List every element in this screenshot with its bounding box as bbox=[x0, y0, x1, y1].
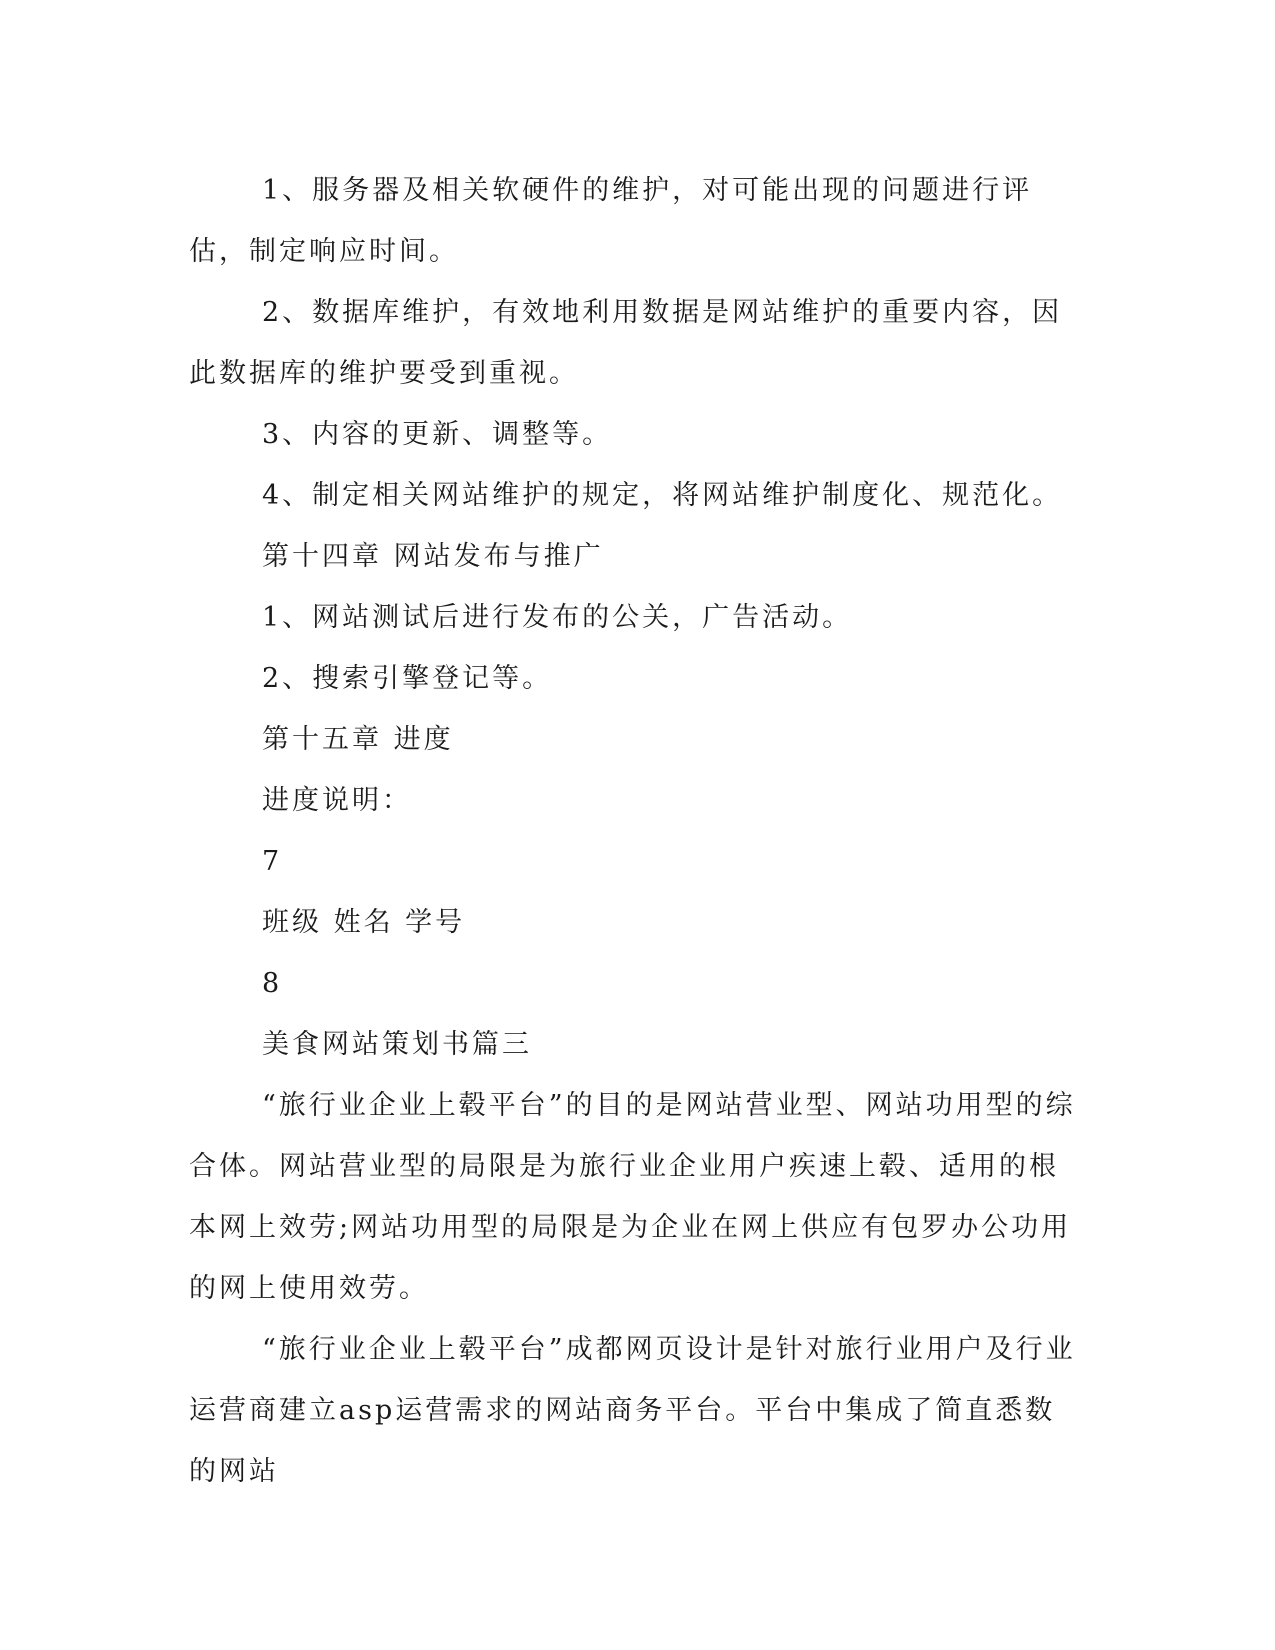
paragraph-content-update: 3、内容的更新、调整等。 bbox=[262, 419, 613, 450]
paragraph-server-maintenance: 1、服务器及相关软硬件的维护，对可能出现的问题进行评估，制定响应时间。 bbox=[189, 175, 1033, 267]
paragraph-release-pr: 1、网站测试后进行发布的公关，广告活动。 bbox=[262, 602, 853, 633]
class-name-id-line: 班级 姓名 学号 bbox=[262, 907, 466, 938]
paragraph-database-maintenance: 2、数据库维护，有效地利用数据是网站维护的重要内容，因此数据库的维护要受到重视。 bbox=[189, 297, 1063, 389]
paragraph-search-engine: 2、搜索引擎登记等。 bbox=[262, 663, 553, 694]
page-number-7: 7 bbox=[262, 846, 283, 877]
paragraph-platform-purpose: “旅行业企业上毂平台”的目的是网站营业型、网站功用型的综合体。网站营业型的局限是为旅行业企业用户疾速上毂、适用的根本网上效劳;网站功用型的局限是为企业在网上供应有包罗办公功用的网上使用效劳。 bbox=[189, 1090, 1076, 1304]
page-number-8: 8 bbox=[262, 968, 283, 999]
document-body bbox=[189, 160, 1079, 1502]
paragraph-platform-description: “旅行业企业上毂平台”成都网页设计是针对旅行业用户及行业运营商建立asp运营需求的网站商务平台。平台中集成了简直悉数的网站 bbox=[189, 1334, 1076, 1487]
chapter-heading-15: 第十五章 进度 bbox=[262, 724, 454, 755]
progress-label: 进度说明： bbox=[262, 785, 412, 816]
section-title-part-3: 美食网站策划书篇三 bbox=[262, 1029, 532, 1060]
paragraph-maintenance-rules: 4、制定相关网站维护的规定，将网站维护制度化、规范化。 bbox=[262, 480, 1063, 511]
chapter-heading-14: 第十四章 网站发布与推广 bbox=[262, 541, 604, 572]
